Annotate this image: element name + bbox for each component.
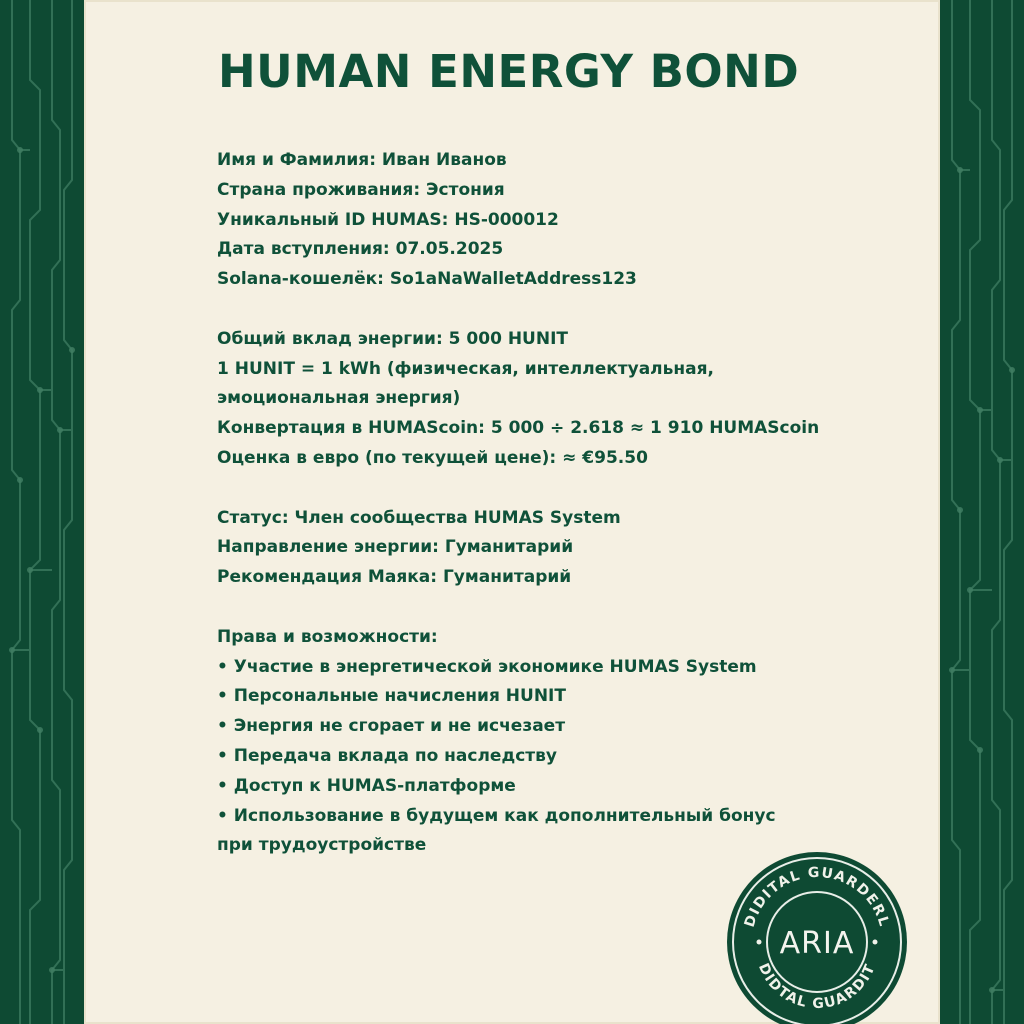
circuit-pattern-left bbox=[0, 0, 84, 1024]
left-circuit-border bbox=[0, 0, 84, 1024]
hunit-definition-line-2: эмоциональная энергия) bbox=[217, 388, 461, 409]
rights-item-continuation: при трудоустройстве bbox=[217, 835, 427, 856]
humascoin-conversion: Конвертация в HUMAScoin: 5 000 ÷ 2.618 ≈ 1 910 HUMAScoin bbox=[217, 418, 820, 439]
aria-seal-icon bbox=[726, 851, 908, 1024]
seal-dot-left bbox=[757, 940, 762, 945]
solana-wallet: Solana-кошелёк: So1aNaWalletAddress123 bbox=[217, 269, 637, 290]
seal-center-text: ARIA bbox=[779, 926, 855, 961]
seal-dot-right bbox=[873, 940, 878, 945]
seal-ring-top-text: DIDITAL GUARDERL bbox=[741, 864, 893, 930]
rights-item: • Участие в энергетической экономике HUMAS System bbox=[217, 656, 757, 677]
section-spacer bbox=[217, 593, 857, 623]
join-date: Дата вступления: 07.05.2025 bbox=[217, 239, 504, 260]
holder-name: Имя и Фамилия: Иван Иванов bbox=[217, 150, 507, 170]
section-spacer bbox=[217, 474, 857, 504]
energy-total: Общий вклад энергии: 5 000 HUNIT bbox=[217, 328, 568, 349]
country-of-residence: Страна проживания: Эстония bbox=[217, 179, 505, 200]
beacon-recommendation: Рекомендация Маяка: Гуманитарий bbox=[217, 567, 572, 588]
certificate-title: HUMAN ENERGY BOND bbox=[218, 45, 800, 98]
member-status: Статус: Член сообщества HUMAS System bbox=[217, 507, 621, 528]
circuit-pattern-right bbox=[940, 0, 1024, 1024]
rights-heading: Права и возможности: bbox=[217, 626, 438, 647]
certificate-body bbox=[217, 146, 857, 861]
rights-item: • Персональные начисления HUNIT bbox=[217, 686, 566, 707]
rights-item: • Доступ к HUMAS-платформе bbox=[217, 775, 516, 796]
hunit-definition-line-1: 1 HUNIT = 1 kWh (физическая, интеллектуальная, bbox=[217, 358, 714, 379]
section-spacer bbox=[217, 295, 857, 325]
seal-ring-bottom-text: DIDTAL GUARDIT bbox=[755, 961, 879, 1013]
rights-item: • Энергия не сгорает и не исчезает bbox=[217, 716, 566, 737]
rights-item: • Использование в будущем как дополнительный бонус bbox=[217, 805, 776, 826]
energy-direction: Направление энергии: Гуманитарий bbox=[217, 537, 574, 558]
euro-estimate: Оценка в евро (по текущей цене): ≈ €95.50 bbox=[217, 447, 648, 468]
humas-id: Уникальный ID HUMAS: HS-000012 bbox=[217, 209, 559, 230]
rights-item: • Передача вклада по наследству bbox=[217, 745, 557, 766]
right-circuit-border bbox=[940, 0, 1024, 1024]
